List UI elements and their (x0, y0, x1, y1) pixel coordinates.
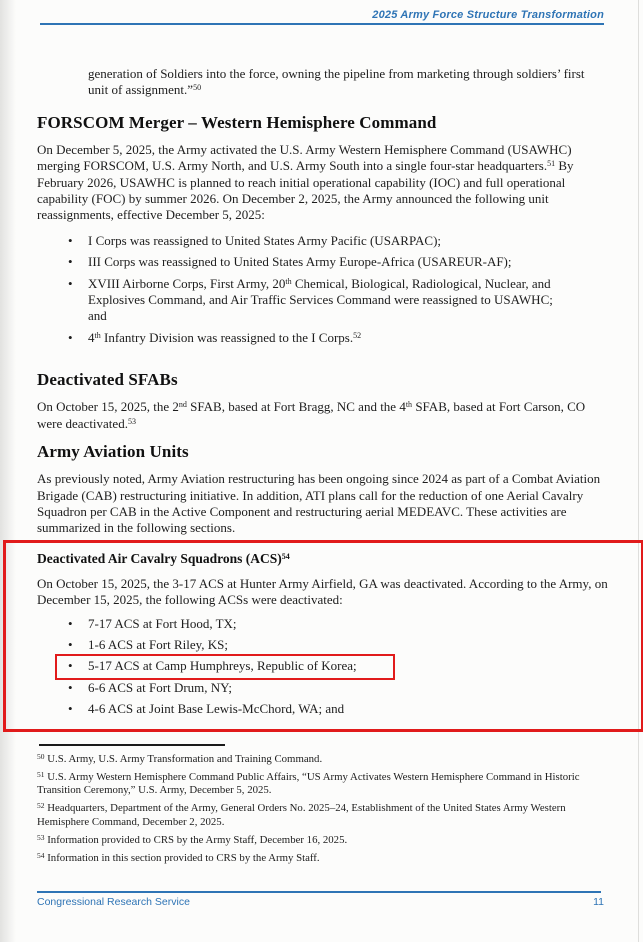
list-item (88, 254, 563, 270)
footnote-ref-54: 54 (281, 551, 290, 561)
heading-deactivated-acs (37, 550, 614, 567)
list-item-text: 5-17 ACS at Camp Humphreys, Republic of Korea; (88, 658, 357, 674)
ordinal-suffix: nd (178, 400, 187, 410)
list-item-text: 1-6 ACS at Fort Riley, KS; (88, 636, 229, 652)
header-rule (40, 23, 604, 25)
footnote (37, 771, 610, 798)
heading-army-aviation-units: Army Aviation Units (37, 442, 189, 462)
paragraph-acs (37, 576, 614, 609)
block-quote (88, 66, 593, 99)
list-item (88, 701, 563, 717)
paragraph-text: As previously noted, Army Aviation restructuring has been ongoing since 2024 as part of a Combat Aviation Brigade (CAB) restructuring initiative. In addition, ATI plans call for the reduction of one Aerial Cavalry Squadron per CAB in the Active Component and restructuring aerial MEDEAVC. These activities are summarized in the following sections. (37, 471, 601, 536)
ordinal-suffix: th (405, 400, 413, 410)
list-item-highlighted (88, 658, 563, 674)
list-item-text: 4-6 ACS at Joint Base Lewis-McChord, WA; and (88, 701, 345, 717)
list-item-text: XVIII Airborne Corps, First Army, 20 (88, 275, 286, 291)
footnote-text: Information in this section provided to CRS by the Army Staff. (47, 851, 320, 864)
list-item-text: III Corps was reassigned to United States Army Europe-Africa (USAREUR-AF); (88, 254, 512, 270)
footnote-text: U.S. Army Western Hemisphere Command Public Affairs, “US Army Activates Western Hemisphere Command in Historic Transition Ceremony,” U.S. Army, December 5, 2025. (37, 770, 580, 797)
footnote-text: U.S. Army, U.S. Army Transformation and Training Command. (47, 752, 323, 765)
footnote-separator-rule (39, 744, 225, 746)
footnote (37, 753, 610, 767)
footer-organization: Congressional Research Service (37, 896, 190, 908)
page-edge-right-line (638, 0, 639, 942)
list-item-text: 7-17 ACS at Fort Hood, TX; (88, 615, 237, 631)
footnote-number: 50 (37, 751, 45, 761)
running-header-title: 2025 Army Force Structure Transformation (372, 9, 604, 21)
list-item (88, 680, 563, 696)
list-item (88, 276, 563, 325)
paragraph-text: On December 5, 2025, the Army activated the U.S. Army Western Hemisphere Command (USAWHC) merging FORSCOM, U.S. Army North, and U.S. Army South into a single four-star headquarters. (37, 141, 572, 174)
footnote-ref-51: 51 (547, 159, 556, 169)
paragraph-text: SFAB, based at Fort Carson, CO were deactivated. (37, 399, 586, 431)
paragraph-text: On October 15, 2025, the 3-17 ACS at Hunter Army Airfield, GA was deactivated. According to the Army, on December 15, 2025, the following ACSs were deactivated: (37, 575, 608, 608)
list-item-text: 6-6 ACS at Fort Drum, NY; (88, 679, 232, 695)
acs-bullet-list (37, 616, 563, 718)
ordinal-suffix: th (285, 276, 292, 286)
footnote-number: 54 (37, 850, 45, 860)
footnote-number: 52 (37, 801, 45, 811)
footnote-ref-52: 52 (353, 330, 362, 340)
heading-text: Deactivated Air Cavalry Squadrons (ACS) (37, 550, 282, 566)
list-item (88, 233, 563, 249)
footnote-ref-50: 50 (193, 83, 202, 93)
footnote (37, 834, 610, 848)
footnote-text: Information provided to CRS by the Army Staff, December 16, 2025. (47, 833, 348, 846)
footnote-number: 53 (37, 832, 45, 842)
ordinal-suffix: th (94, 330, 101, 340)
paragraph-forscom (37, 142, 610, 224)
quote-text: generation of Soldiers into the force, owning the pipeline from marketing through soldiers’ first unit of assignment.” (88, 66, 585, 98)
heading-deactivated-sfabs: Deactivated SFABs (37, 370, 178, 390)
list-item-text: Chemical, Biological, Radiological, Nuclear, and Explosives Command, and Air Traffic Services Command were reassigned to USAWHC; and (88, 275, 553, 324)
list-item (88, 330, 563, 346)
list-item-text: I Corps was reassigned to United States Army Pacific (USARPAC); (88, 232, 442, 248)
paragraph-text: SFAB, based at Fort Bragg, NC and the 4 (186, 399, 406, 415)
forscom-bullet-list (37, 233, 563, 346)
paragraph-aviation (37, 471, 610, 537)
footer-page-number: 11 (593, 896, 604, 908)
paragraph-text: By February 2026, USAWHC is planned to reach initial operational capability (IOC) and full operational capability (FOC) by summer 2026. On December 2, 2025, the Army announced the following unit reassignments, effective December 5, 2025: (37, 158, 574, 223)
page-edge-left-shading (0, 0, 16, 942)
list-item-text: Infantry Division was reassigned to the I Corps. (100, 329, 354, 345)
list-item (88, 637, 563, 653)
paragraph-text: On October 15, 2025, the 2 (37, 399, 179, 415)
footnotes (37, 753, 610, 866)
annotation-box-acs-section (3, 540, 643, 732)
page-content (37, 66, 610, 870)
footnote-ref-53: 53 (127, 416, 136, 426)
footnote-text: Headquarters, Department of the Army, General Orders No. 2025–24, Establishment of the United States Army Western Hemisphere Command, December 2, 2025. (37, 802, 566, 828)
footnote (37, 852, 610, 866)
heading-forscom-merger: FORSCOM Merger – Western Hemisphere Command (37, 112, 437, 132)
footnote-number: 51 (37, 769, 45, 779)
footer-rule (37, 891, 601, 893)
paragraph-sfab (37, 399, 610, 432)
list-item (88, 616, 563, 632)
list-item-text: 4 (88, 329, 95, 345)
footnote (37, 802, 610, 829)
